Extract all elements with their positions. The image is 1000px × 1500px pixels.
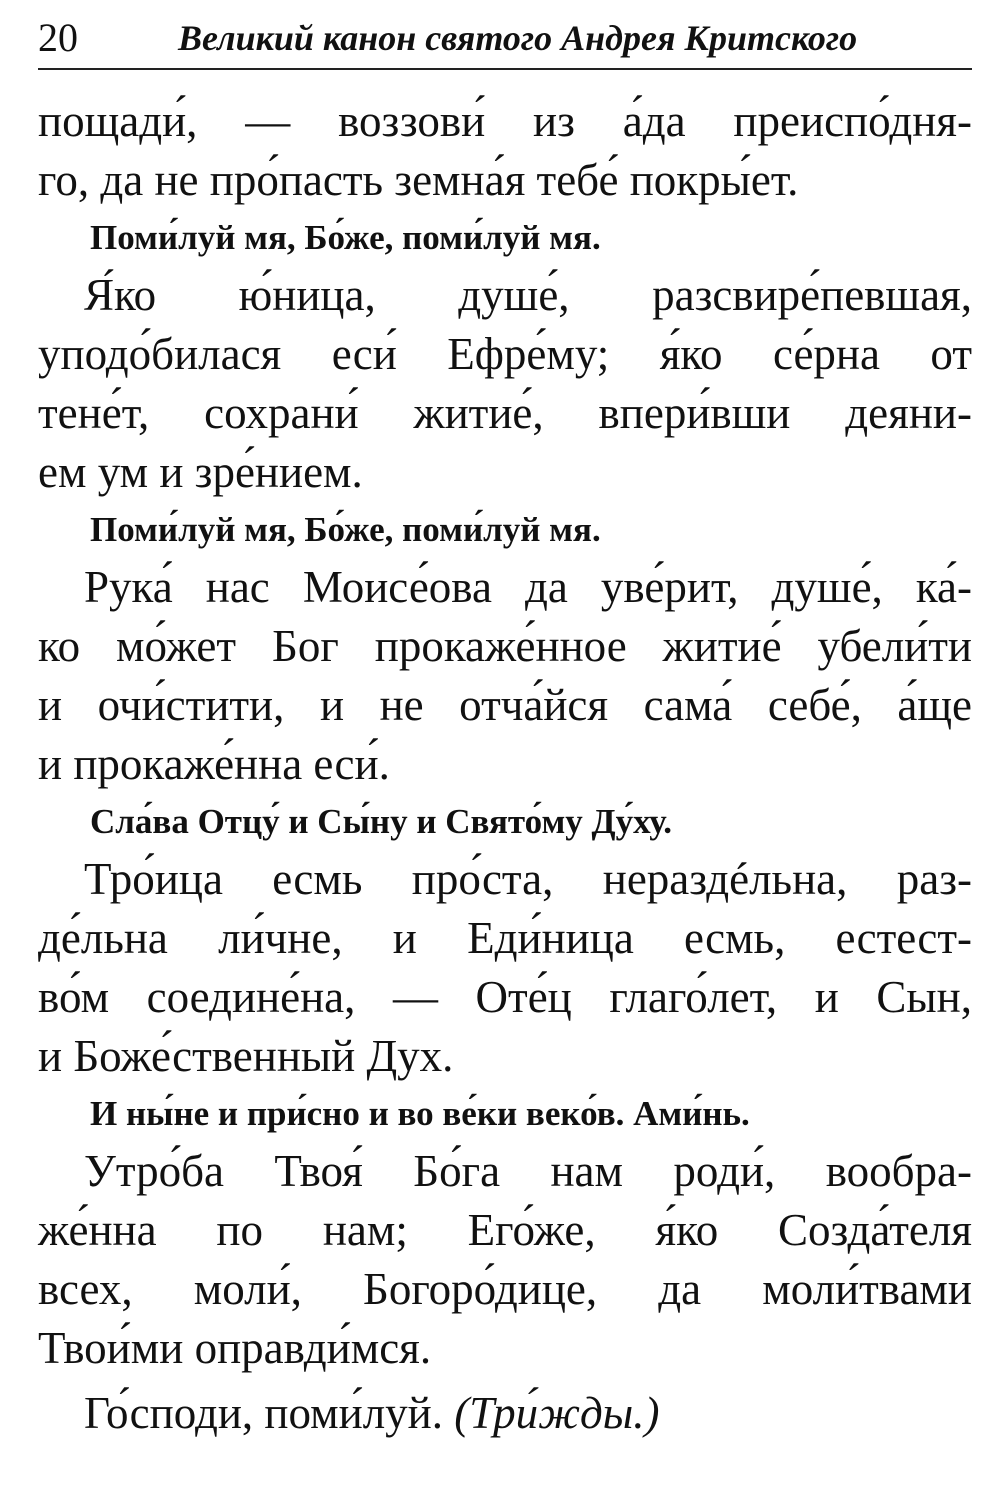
text-line: Рука́ нас Моисе́ова да уве́рит, душе́, ка́- [84, 562, 972, 612]
refrain: Поми́луй мя, Бо́же, поми́луй мя. [90, 510, 601, 549]
text-line: ко мо́жет Бог прокаже́нное житие́ убели́ти [38, 621, 972, 671]
text-line: и очи́стити, и не отча́йся сама́ себе́, а́ще [38, 680, 972, 730]
text-line: во́м соедине́на, — Оте́ц глаго́лет, и Сын, [38, 972, 972, 1022]
text-line: и прокаже́нна еси́. [38, 739, 390, 789]
text-line: де́льна ли́чне, и Еди́ница есмь, естест- [38, 913, 972, 963]
text-line: Я́ко ю́ница, душе́, разсвире́певшая, [84, 270, 972, 320]
text-line: всех, моли́, Богоро́дице, да моли́твами [38, 1264, 972, 1314]
text-line: пощади́, — воззови́ из а́да преиспо́дня- [38, 96, 972, 146]
text-line: Твои́ми оправди́мся. [38, 1323, 432, 1373]
closing-prayer: Го́споди, поми́луй. [84, 1388, 443, 1438]
rubric-thrice: (Три́жды.) [454, 1388, 660, 1438]
running-title: Великий канон святого Андрея Критского [178, 18, 858, 58]
text-line: уподо́билася еси́ Ефре́му; я́ко се́рна от [38, 329, 972, 379]
refrain: Сла́ва Отцу́ и Сы́ну и Свято́му Ду́ху. [90, 802, 673, 841]
text-line: же́нна по нам; Его́же, я́ко Созда́теля [38, 1205, 972, 1255]
refrain: Поми́луй мя, Бо́же, поми́луй мя. [90, 218, 601, 257]
text-line: Утро́ба Твоя́ Бо́га нам роди́, вообра- [84, 1146, 972, 1196]
text-line: ем ум и зре́нием. [38, 447, 363, 497]
text-line [38, 1384, 972, 1443]
running-header [38, 12, 972, 70]
canon-text [38, 92, 972, 1443]
text-line: го, да не про́пасть земна́я тебе́ покры́ет. [38, 155, 799, 205]
page-number: 20 [38, 15, 78, 60]
text-line: Тро́ица есмь про́ста, нераздéльна, раз- [84, 854, 972, 904]
text-line: тене́т, сохрани́ житие́, впери́вши деяни- [38, 388, 972, 438]
refrain: И ны́не и при́сно и во ве́ки веко́в. Ами́нь. [90, 1094, 750, 1133]
text-line: и Боже́ственный Дух. [38, 1031, 454, 1081]
